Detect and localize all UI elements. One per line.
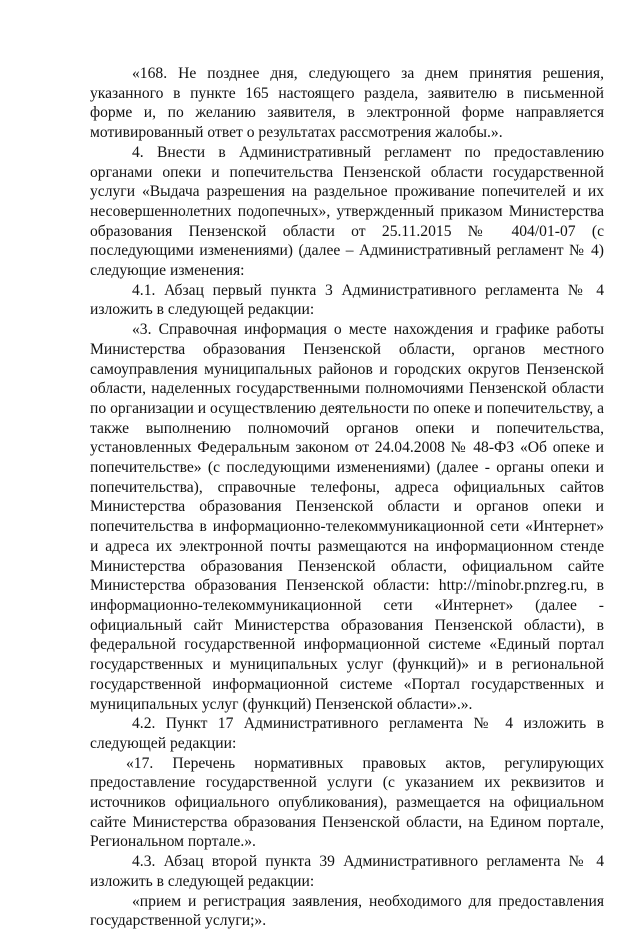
- paragraph-clause-3-text: «3. Справочная информация о месте нахождения и графике работы Министерства образования Пензенской области, органов местного самоуправления муниципальных районов и городских округов Пензенской области, наделенных государственными полномочиями Пензенской области по организации и осуществлению деятельности по опеке и попечительству, а также выполнению полномочий органов опеки и попечительства, установленных Федеральным законом от 24.04.2008 № 48-ФЗ «Об опеке и попечительстве» (с последующими изменениями) (далее - органы опеки и попечительства), справочные телефоны, адреса официальных сайтов Министерства образования Пензенской области и органов опеки и попечительства в информационно-телекоммуникационной сети «Интернет» и адреса их электронной почты размещаются на информационном стенде Министерства образования Пензенской области, официальном сайте Министерства образования Пензенской области: http://minobr.pnzreg.ru, в информационно-телекоммуникационной сети «Интернет» (далее - официальный сайт Министерства образования Пензенской области), в федеральной государственной информационной системе «Единый портал государственных и муниципальных услуг (функций)» и в региональной государственной информационной системе «Портал государственных и муниципальных услуг (функций) Пензенской области».».: [90, 321, 604, 713]
- paragraph-item-4-3: 4.3. Абзац второй пункта 39 Административного регламента № 4 изложить в следующей редакции:: [90, 853, 604, 890]
- paragraph-clause-17-text: «17. Перечень нормативных правовых актов, регулирующих предоставление государственной услуги (с указанием их реквизитов и источников официального опубликования), размещается на официальном сайте Министерства образования Пензенской области, на Едином портале, Региональном портале.».: [90, 754, 604, 851]
- paragraph-item-4-1: 4.1. Абзац первый пункта 3 Административного регламента № 4 изложить в следующей редакции:: [90, 281, 604, 319]
- document-body: [90, 64, 604, 931]
- paragraph-item-4-2: 4.2. Пункт 17 Административного регламента № 4 изложить в следующей редакции:: [90, 715, 604, 752]
- paragraph-168-complaint-response: «168. Не позднее дня, следующего за днем принятия решения, указанного в пункте 165 настоящего раздела, заявителю в письменной форме и, по желанию заявителя, в электронной форме направляется мотивированный ответ о результатах рассмотрения жалобы.».: [90, 65, 604, 142]
- paragraph-item-4-amendment: 4. Внести в Административный регламент по предоставлению органами опеки и попечительства Пензенской области государственной услуги «Выдача разрешения на раздельное проживание попечителей и их несовершеннолетних подопечных», утвержденный приказом Министерства образования Пензенской области от 25.11.2015 № 404/01-07 (с последующими изменениями) (далее – Административный регламент № 4) следующие изменения:: [90, 143, 604, 280]
- paragraph-clause-39-text: «прием и регистрация заявления, необходимого для предоставления государственной услуги;».: [90, 892, 604, 930]
